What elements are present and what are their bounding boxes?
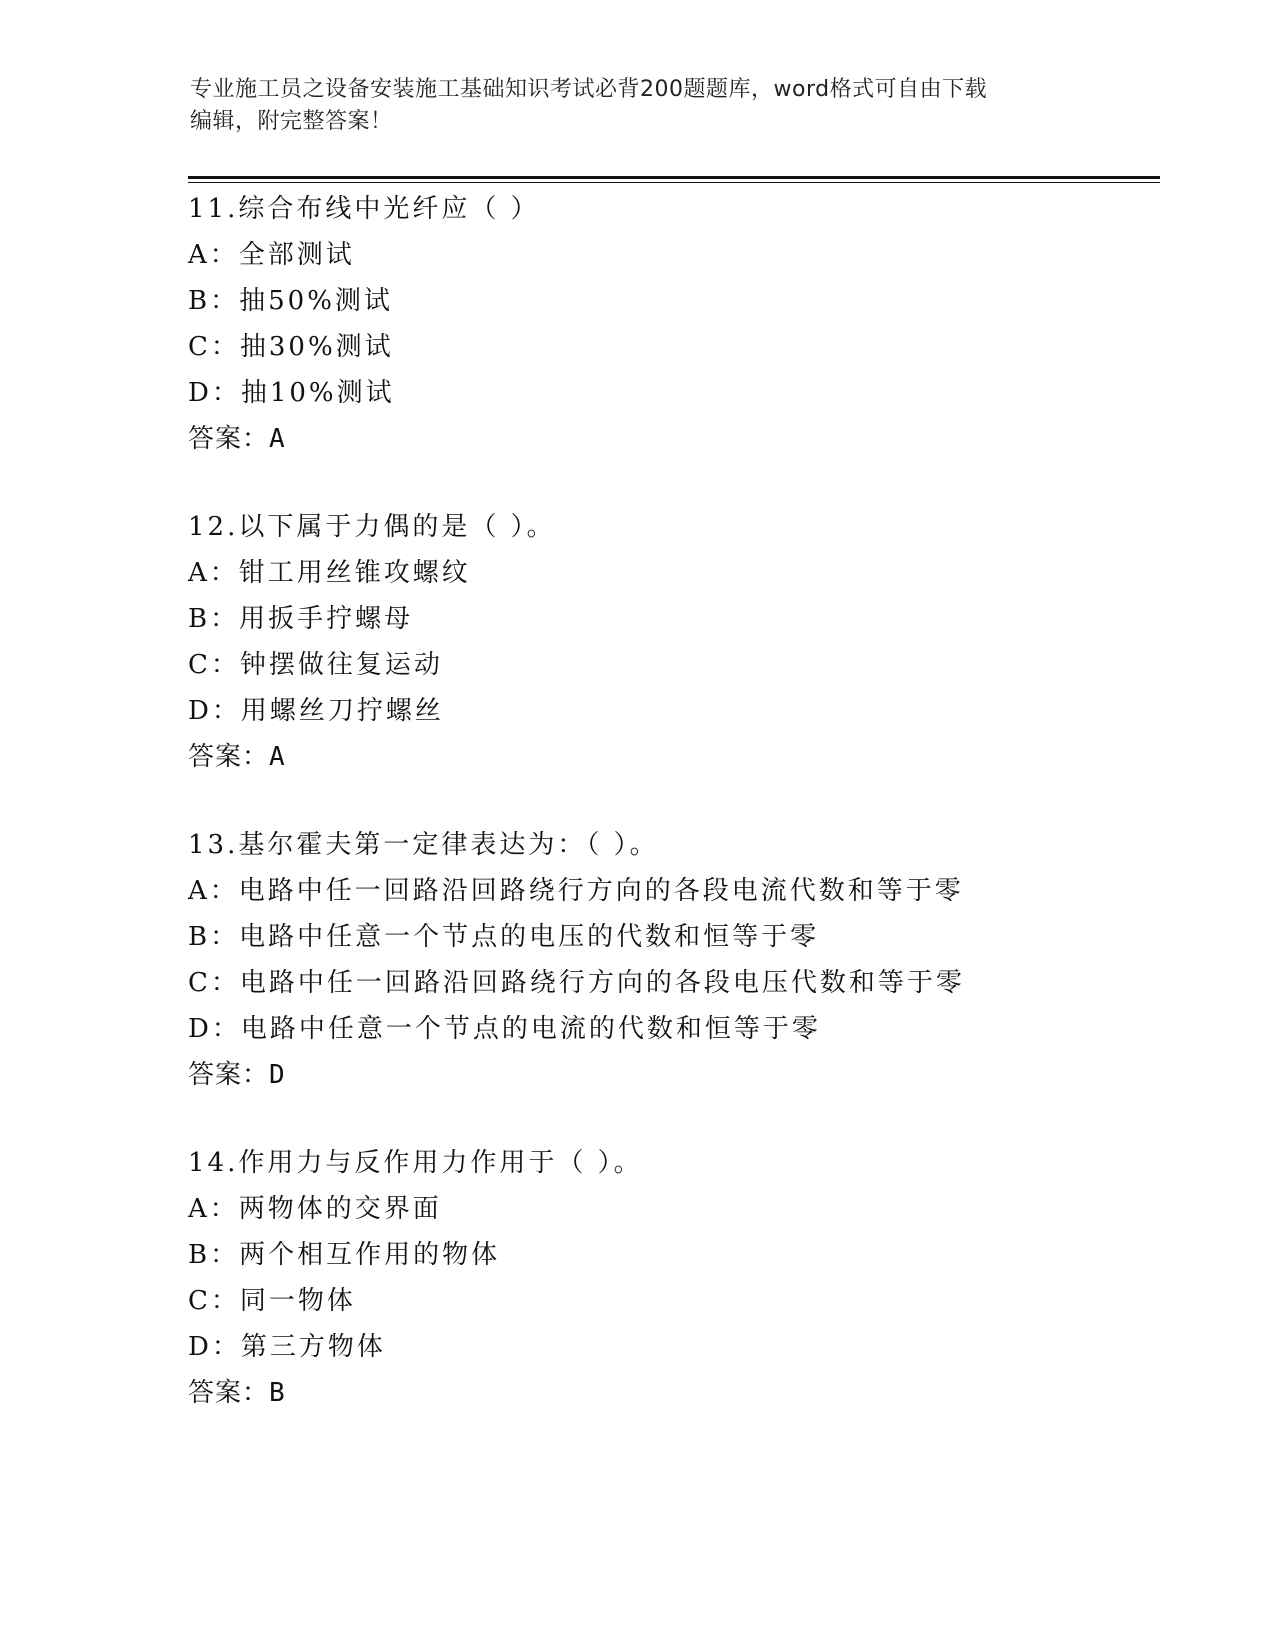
question-stem: 14.作用力与反作用力作用于（ ）。	[188, 1148, 643, 1178]
answer-label: 答案：	[188, 1378, 270, 1408]
option-b: B：抽50%测试	[188, 286, 393, 316]
option-a: A：全部测试	[188, 240, 355, 270]
answer-value: A	[269, 742, 286, 772]
option-d: D：抽10%测试	[188, 378, 395, 408]
option-b: B：电路中任意一个节点的电压的代数和恒等于零	[188, 922, 820, 952]
question-block-14	[188, 1140, 1188, 1416]
header-divider-thick	[188, 176, 1160, 179]
question-block-11	[188, 186, 1188, 462]
question-stem: 13.基尔霍夫第一定律表达为：（ ）。	[188, 830, 659, 860]
answer-value: A	[269, 424, 286, 454]
answer-line	[188, 416, 1188, 462]
question-block-13	[188, 822, 1188, 1098]
answer-line	[188, 734, 1188, 780]
answer-line	[188, 1370, 1188, 1416]
answer-label: 答案：	[188, 424, 270, 454]
option-a: A：电路中任一回路沿回路绕行方向的各段电流代数和等于零	[188, 876, 964, 906]
question-stem: 12.以下属于力偶的是（ ）。	[188, 512, 556, 542]
header-line-1: 专业施工员之设备安装施工基础知识考试必背200题题库，word格式可自由下载	[190, 77, 988, 102]
answer-value: D	[269, 1060, 286, 1090]
answer-label: 答案：	[188, 1060, 270, 1090]
option-d: D：电路中任意一个节点的电流的代数和恒等于零	[188, 1014, 821, 1044]
header-divider-thin	[188, 182, 1160, 183]
option-a: A：两物体的交界面	[188, 1194, 442, 1224]
option-d: D：用螺丝刀拧螺丝	[188, 696, 444, 726]
option-c: C：钟摆做往复运动	[188, 650, 443, 680]
option-b: B：用扳手拧螺母	[188, 604, 414, 634]
option-c: C：抽30%测试	[188, 332, 394, 362]
option-c: C：同一物体	[188, 1286, 356, 1316]
question-stem: 11.综合布线中光纤应（ ）	[188, 194, 540, 224]
option-b: B：两个相互作用的物体	[188, 1240, 501, 1270]
answer-label: 答案：	[188, 742, 270, 772]
document-header	[190, 74, 1090, 138]
option-d: D：第三方物体	[188, 1332, 386, 1362]
option-a: A：钳工用丝锥攻螺纹	[188, 558, 471, 588]
header-line-2: 编辑，附完整答案！	[190, 109, 393, 134]
answer-line	[188, 1052, 1188, 1098]
answer-value: B	[269, 1378, 286, 1408]
question-block-12	[188, 504, 1188, 780]
option-c: C：电路中任一回路沿回路绕行方向的各段电压代数和等于零	[188, 968, 965, 998]
